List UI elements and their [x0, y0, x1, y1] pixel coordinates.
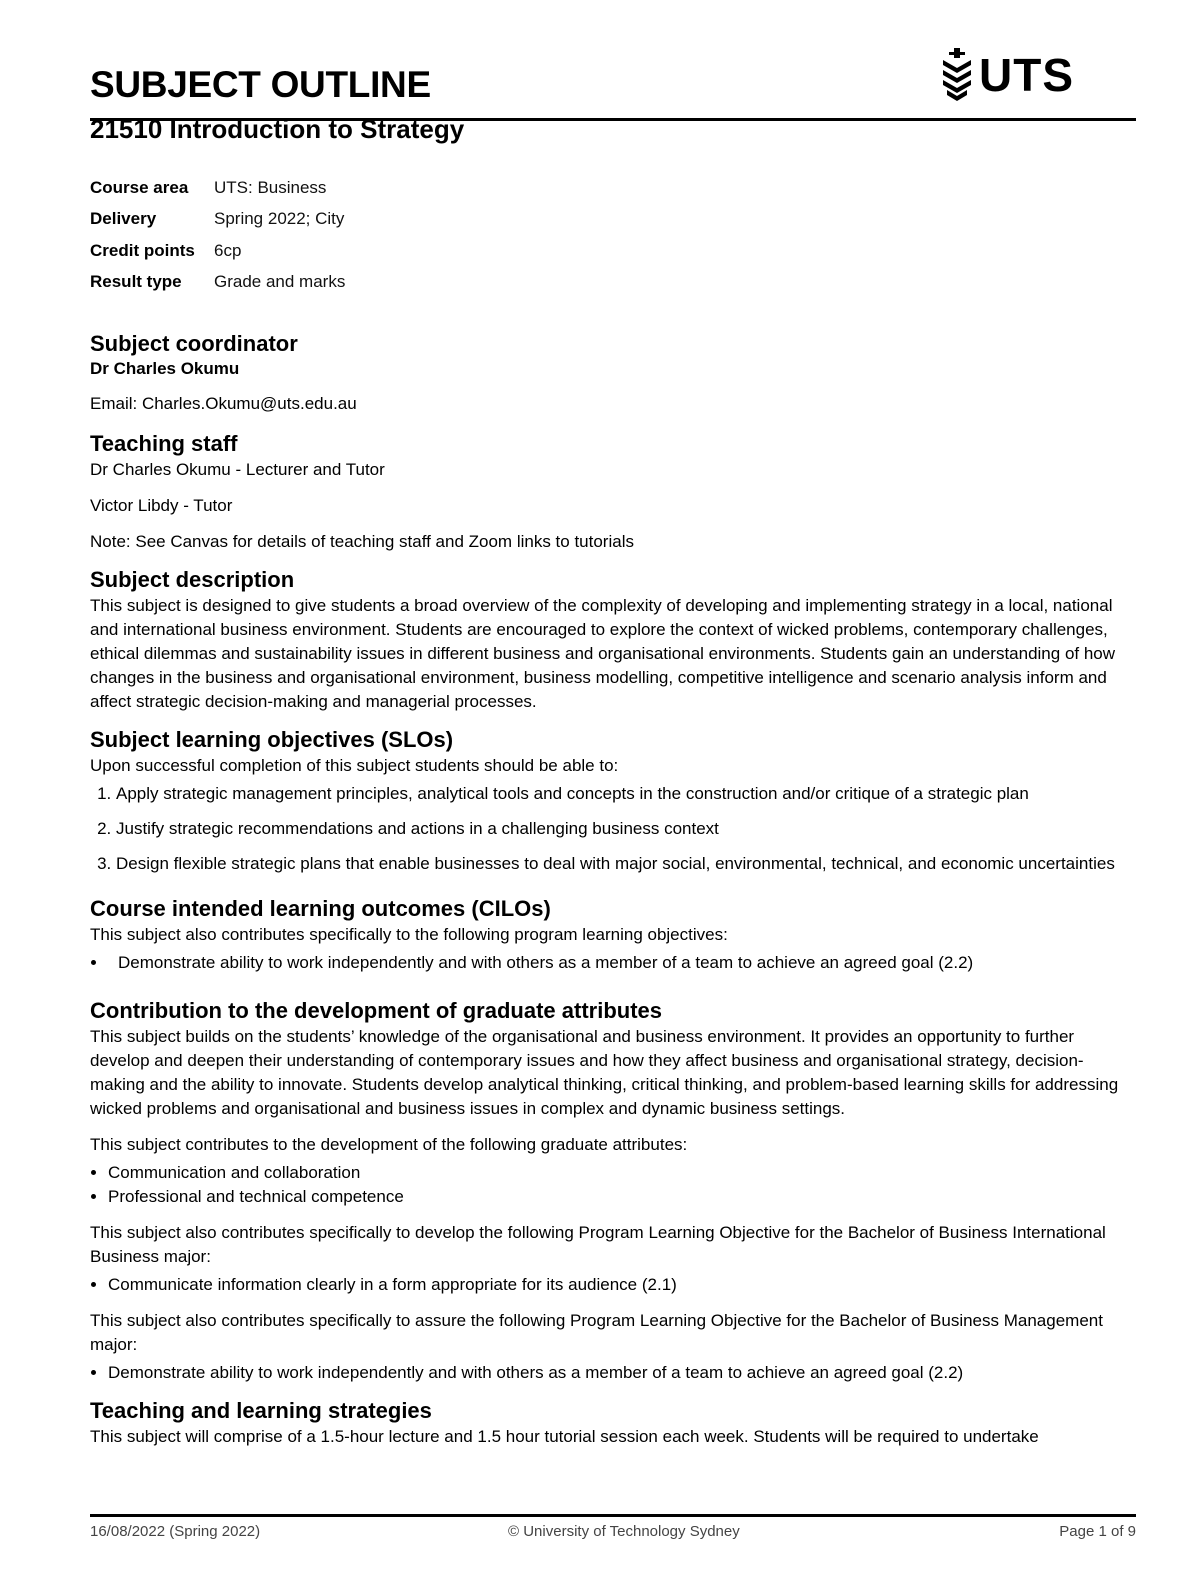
graduate-para: This subject also contributes specifically to develop the following Program Learning Objective for the Bachelor of Business International Business major:	[90, 1223, 1106, 1266]
detail-label: Delivery	[90, 209, 157, 229]
teaching-strategies-section	[90, 1397, 1130, 1449]
footer-date: 16/08/2022 (Spring 2022)	[90, 1523, 261, 1540]
mgmt-objective-item: • Demonstrate ability to work independently and with others as a member of a team to achieve an agreed goal (2.2)	[108, 1361, 1130, 1385]
cilos-heading: Course intended learning outcomes (CILOs)	[90, 896, 551, 921]
subject-details	[90, 172, 345, 298]
detail-value: Grade and marks	[214, 272, 346, 292]
cilo-item: • Demonstrate ability to work independently and with others as a member of a team to achieve an agreed goal (2.2)	[108, 951, 1130, 975]
graduate-para: This subject also contributes specifically to assure the following Program Learning Objective for the Bachelor of Business Management major:	[90, 1311, 1103, 1354]
staff-line: Victor Libdy - Tutor	[90, 496, 233, 515]
description-section	[90, 566, 1130, 714]
slo-item: 1. Apply strategic management principles, analytical tools and concepts in the construction and/or critique of a strategic plan	[116, 782, 1130, 805]
slos-list	[90, 782, 1130, 875]
detail-value: UTS: Business	[214, 177, 327, 197]
detail-row	[90, 204, 345, 236]
coordinator-email[interactable]: Email: Charles.Okumu@uts.edu.au	[90, 394, 357, 413]
teaching-strategies-heading: Teaching and learning strategies	[90, 1398, 432, 1423]
detail-label: Credit points	[90, 240, 195, 260]
uts-logo	[939, 46, 1074, 104]
graduate-para: This subject contributes to the development of the following graduate attributes:	[90, 1135, 688, 1154]
slos-intro: Upon successful completion of this subject students should be able to:	[90, 756, 619, 775]
slos-heading: Subject learning objectives (SLOs)	[90, 727, 454, 752]
detail-row	[90, 235, 345, 267]
mgmt-objective-list	[90, 1361, 1130, 1385]
logo-text: UTS	[979, 49, 1074, 101]
detail-value: 6cp	[214, 240, 242, 260]
slos-section	[90, 726, 1130, 875]
attribute-item: • Professional and technical competence	[108, 1185, 1130, 1209]
document-header	[90, 49, 1136, 121]
description-heading: Subject description	[90, 567, 295, 592]
detail-value: Spring 2022; City	[214, 209, 345, 229]
document-content	[90, 330, 1130, 1449]
document-title: SUBJECT OUTLINE	[90, 64, 431, 105]
uts-crest-icon	[939, 46, 975, 104]
attribute-item: • Communication and collaboration	[108, 1161, 1130, 1185]
detail-label: Result type	[90, 272, 182, 292]
slo-item: 2. Justify strategic recommendations and actions in a challenging business context	[116, 817, 1130, 840]
page-footer	[90, 1514, 1136, 1547]
detail-label: Course area	[90, 177, 189, 197]
detail-row	[90, 267, 345, 299]
footer-copyright: © University of Technology Sydney	[508, 1523, 740, 1540]
slo-item: 3. Design flexible strategic plans that enable businesses to deal with major social, environmental, technical, and economic uncertainties	[116, 852, 1130, 875]
teaching-staff-heading: Teaching staff	[90, 431, 238, 456]
coordinator-name: Dr Charles Okumu	[90, 359, 240, 378]
detail-row	[90, 172, 345, 204]
coordinator-heading: Subject coordinator	[90, 331, 298, 356]
teaching-staff-section	[90, 430, 1130, 554]
graduate-attributes-section	[90, 997, 1130, 1385]
teaching-strategies-text: This subject will comprise of a 1.5-hour lecture and 1.5 hour tutorial session each week. Students will be required to undertake	[90, 1427, 1039, 1446]
graduate-attributes-list	[90, 1161, 1130, 1209]
cilos-section	[90, 895, 1130, 975]
description-text: This subject is designed to give students a broad overview of the complexity of developing and implementing strategy in a local, national and international business environment. Students are encouraged to explore the context of wicked problems, contemporary challenges, ethical dilemmas and sustainability issues in different business and organisational environments. Students gain an understanding of how changes in the business and organisational environment, business modelling, competitive intelligence and scenario analysis inform and affect strategic decision-making and managerial processes.	[90, 596, 1116, 711]
coordinator-section	[90, 330, 1130, 416]
staff-line: Dr Charles Okumu - Lecturer and Tutor	[90, 460, 385, 479]
ib-objective-item: • Communicate information clearly in a form appropriate for its audience (2.1)	[108, 1273, 1130, 1297]
graduate-para: This subject builds on the students’ knowledge of the organisational and business environment. It provides an opportunity to further develop and deepen their understanding of contemporary issues and how they affect business and organisational strategy, decision-making and the ability to innovate. Students develop analytical thinking, critical thinking, and problem-based learning skills for addressing wicked problems and organisational and business issues in complex and dynamic business settings.	[90, 1027, 1119, 1118]
ib-objective-list	[90, 1273, 1130, 1297]
graduate-attributes-heading: Contribution to the development of graduate attributes	[90, 998, 662, 1023]
cilos-intro: This subject also contributes specifically to the following program learning objectives:	[90, 925, 728, 944]
footer-page-number: Page 1 of 9	[1059, 1523, 1136, 1540]
subject-title: 21510 Introduction to Strategy	[90, 114, 465, 144]
staff-note: Note: See Canvas for details of teaching staff and Zoom links to tutorials	[90, 532, 634, 551]
cilos-list	[90, 951, 1130, 975]
